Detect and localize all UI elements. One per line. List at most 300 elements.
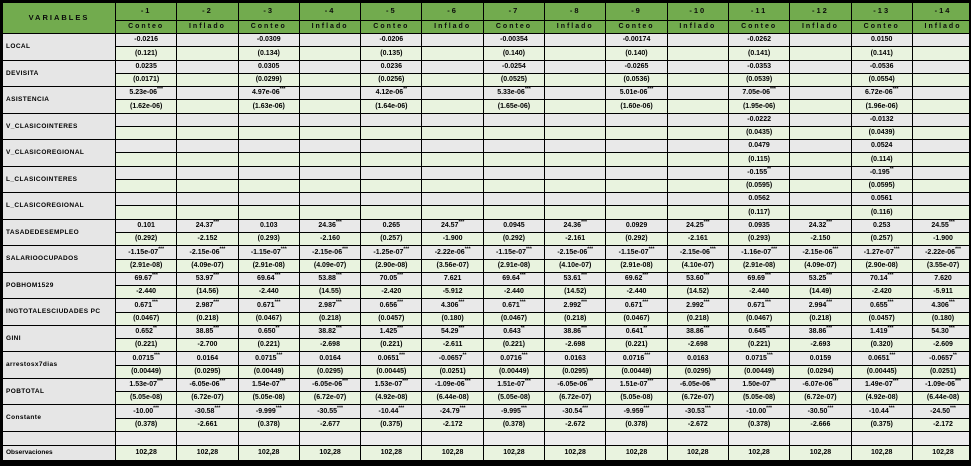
coef-cell <box>483 140 544 153</box>
se-cell: (0.221) <box>606 339 667 352</box>
coef-cell: 6.72e-06*** <box>851 87 912 100</box>
coef-cell: 38.86*** <box>545 325 606 338</box>
se-cell: (0.221) <box>238 339 299 352</box>
coef-cell <box>177 140 238 153</box>
se-cell <box>361 206 422 219</box>
row-label: LOCAL <box>3 34 116 61</box>
se-cell: (4.10e-07) <box>545 259 606 272</box>
se-cell: -1.900 <box>912 232 971 245</box>
coef-cell <box>667 193 728 206</box>
coef-cell: 53.88*** <box>299 272 360 285</box>
coef-cell: 24.25*** <box>667 219 728 232</box>
coef-cell: 0.650** <box>238 325 299 338</box>
row-label: POBHOM1529 <box>3 272 116 299</box>
observations-cell: 102,28 <box>116 446 177 461</box>
table-row <box>3 193 971 206</box>
se-cell <box>422 100 483 113</box>
se-cell: (0.121) <box>116 47 177 60</box>
row-label: Observaciones <box>3 446 116 461</box>
se-cell: -2.672 <box>667 418 728 431</box>
se-cell: (6.72e-07) <box>790 392 851 405</box>
coef-cell: 53.25*** <box>790 272 851 285</box>
coef-cell: 0.0651*** <box>851 352 912 365</box>
empty-cell <box>667 432 728 446</box>
coef-cell: -0.0309 <box>238 34 299 47</box>
column-header: -1 <box>116 3 177 21</box>
coef-cell: 0.0651*** <box>361 352 422 365</box>
se-cell: (4.92e-08) <box>361 392 422 405</box>
se-cell: (2.91e-08) <box>238 259 299 272</box>
se-cell <box>116 206 177 219</box>
table-row <box>3 299 971 312</box>
coef-cell <box>422 34 483 47</box>
table-row <box>3 126 971 139</box>
se-cell <box>912 73 971 86</box>
coef-cell: 0.645** <box>728 325 789 338</box>
observations-cell: 102,28 <box>667 446 728 461</box>
se-cell <box>299 73 360 86</box>
coef-cell: 0.0716*** <box>483 352 544 365</box>
coef-cell <box>177 166 238 179</box>
coef-cell: 2.987*** <box>299 299 360 312</box>
se-cell: (0.115) <box>728 153 789 166</box>
se-cell: (0.140) <box>483 47 544 60</box>
se-cell: (14.52) <box>545 286 606 299</box>
coef-cell: 24.32*** <box>790 219 851 232</box>
coef-cell: 0.0163 <box>545 352 606 365</box>
coef-cell: 0.253 <box>851 219 912 232</box>
se-cell <box>790 153 851 166</box>
coef-cell: 54.30*** <box>912 325 971 338</box>
se-cell: (0.0256) <box>361 73 422 86</box>
coef-cell <box>177 193 238 206</box>
coef-cell: 53.97*** <box>177 272 238 285</box>
coef-cell <box>912 60 971 73</box>
se-cell <box>177 73 238 86</box>
coef-cell: 0.641** <box>606 325 667 338</box>
observations-cell: 102,28 <box>483 446 544 461</box>
coef-cell: 1.50e-07*** <box>728 378 789 391</box>
se-cell <box>299 206 360 219</box>
se-cell: (0.00449) <box>728 365 789 378</box>
se-cell <box>545 47 606 60</box>
se-cell <box>299 100 360 113</box>
row-label: INGTOTALESCIUDADES PC <box>3 299 116 326</box>
coef-cell: 0.0715*** <box>728 352 789 365</box>
coef-cell: -0.00174 <box>606 34 667 47</box>
se-cell: -2.152 <box>177 232 238 245</box>
se-cell <box>177 206 238 219</box>
coef-cell <box>299 140 360 153</box>
se-cell <box>238 126 299 139</box>
observations-cell: 102,28 <box>545 446 606 461</box>
se-cell: (4.09e-07) <box>790 259 851 272</box>
table-row <box>3 153 971 166</box>
se-cell: (0.293) <box>728 232 789 245</box>
subcolumn-header: Inflado <box>790 21 851 34</box>
coef-cell: 0.656*** <box>361 299 422 312</box>
se-cell: (2.91e-08) <box>483 259 544 272</box>
se-cell: (0.00449) <box>238 365 299 378</box>
coef-cell <box>667 166 728 179</box>
row-label: GINI <box>3 325 116 352</box>
coef-cell: -1.09e-06*** <box>912 378 971 391</box>
subcolumn-header: Inflado <box>299 21 360 34</box>
coef-cell: -10.00*** <box>728 405 789 418</box>
se-cell <box>912 47 971 60</box>
coef-cell <box>667 140 728 153</box>
coef-cell <box>606 113 667 126</box>
coef-cell: 0.0524 <box>851 140 912 153</box>
se-cell <box>667 153 728 166</box>
coef-cell: 0.265 <box>361 219 422 232</box>
se-cell: (0.0435) <box>728 126 789 139</box>
coef-cell: 53.60*** <box>667 272 728 285</box>
empty-cell <box>361 432 422 446</box>
coef-cell: 0.0716*** <box>606 352 667 365</box>
se-cell: -2.661 <box>177 418 238 431</box>
subcolumn-header: Conteo <box>116 21 177 34</box>
empty-cell <box>116 432 177 446</box>
coef-cell: 70.05*** <box>361 272 422 285</box>
se-cell: (0.0467) <box>728 312 789 325</box>
coef-cell <box>238 166 299 179</box>
coef-cell <box>238 140 299 153</box>
observations-cell: 102,28 <box>177 446 238 461</box>
table-row <box>3 365 971 378</box>
coef-cell <box>790 87 851 100</box>
coef-cell <box>912 34 971 47</box>
coef-cell <box>606 140 667 153</box>
se-cell: (6.44e-08) <box>422 392 483 405</box>
table-row <box>3 232 971 245</box>
empty-cell <box>545 432 606 446</box>
column-header: -13 <box>851 3 912 21</box>
empty-cell <box>790 432 851 446</box>
coef-cell: -1.09e-06*** <box>422 378 483 391</box>
column-header: -9 <box>606 3 667 21</box>
se-cell <box>667 100 728 113</box>
coef-cell <box>545 60 606 73</box>
se-cell <box>422 153 483 166</box>
se-cell: -2.150 <box>790 232 851 245</box>
se-cell: (0.0439) <box>851 126 912 139</box>
coef-cell: -9.999*** <box>238 405 299 418</box>
se-cell <box>422 73 483 86</box>
table-row <box>3 100 971 113</box>
table-row <box>3 206 971 219</box>
se-cell: (1.62e-06) <box>116 100 177 113</box>
coef-cell: 0.0164 <box>299 352 360 365</box>
se-cell <box>361 153 422 166</box>
coef-cell: -30.58*** <box>177 405 238 418</box>
coef-cell: 0.0305 <box>238 60 299 73</box>
se-cell <box>606 126 667 139</box>
se-cell: (0.116) <box>851 206 912 219</box>
coef-cell: -1.15e-07*** <box>606 246 667 259</box>
coef-cell <box>912 113 971 126</box>
column-header: -5 <box>361 3 422 21</box>
coef-cell: -6.05e-06*** <box>667 378 728 391</box>
column-header: -6 <box>422 3 483 21</box>
coef-cell: 0.655*** <box>851 299 912 312</box>
se-cell: -2.698 <box>667 339 728 352</box>
coef-cell: 69.64*** <box>483 272 544 285</box>
se-cell <box>790 206 851 219</box>
coef-cell <box>790 193 851 206</box>
se-cell: (4.10e-07) <box>667 259 728 272</box>
coef-cell: -0.0262 <box>728 34 789 47</box>
se-cell: (1.65e-06) <box>483 100 544 113</box>
se-cell: -5.911 <box>912 286 971 299</box>
coef-cell: 0.671*** <box>483 299 544 312</box>
coef-cell: -6.05e-06*** <box>545 378 606 391</box>
coef-cell: -6.07e-06*** <box>790 378 851 391</box>
coef-cell: 1.54e-07*** <box>238 378 299 391</box>
se-cell: (0.0457) <box>361 312 422 325</box>
se-cell <box>545 153 606 166</box>
se-cell: -2.161 <box>667 232 728 245</box>
se-cell <box>483 153 544 166</box>
coef-cell <box>606 193 667 206</box>
table-row <box>3 286 971 299</box>
coef-cell <box>790 34 851 47</box>
coef-cell: 0.0561 <box>851 193 912 206</box>
se-cell: (1.96e-06) <box>851 100 912 113</box>
coef-cell <box>238 113 299 126</box>
se-cell <box>116 179 177 192</box>
coef-cell: 5.33e-06*** <box>483 87 544 100</box>
coef-cell <box>790 140 851 153</box>
coef-cell <box>177 113 238 126</box>
row-label: V_CLASICOINTERES <box>3 113 116 140</box>
se-cell <box>912 100 971 113</box>
empty-cell <box>728 432 789 446</box>
coef-cell: -0.0254 <box>483 60 544 73</box>
column-header: -10 <box>667 3 728 21</box>
coef-cell: 0.0235 <box>116 60 177 73</box>
coef-cell <box>606 166 667 179</box>
se-cell: (0.378) <box>606 418 667 431</box>
row-label <box>3 432 116 446</box>
table-row <box>3 259 971 272</box>
coef-cell <box>667 87 728 100</box>
observations-row <box>3 446 971 461</box>
table-row <box>3 219 971 232</box>
coef-cell: -24.50*** <box>912 405 971 418</box>
coef-cell: 0.0164 <box>177 352 238 365</box>
se-cell: (0.134) <box>238 47 299 60</box>
se-cell <box>790 126 851 139</box>
coef-cell: 69.62*** <box>606 272 667 285</box>
se-cell <box>483 179 544 192</box>
se-cell <box>177 47 238 60</box>
coef-cell: 0.0935 <box>728 219 789 232</box>
se-cell: (0.221) <box>483 339 544 352</box>
se-cell: (6.72e-07) <box>299 392 360 405</box>
se-cell: (6.72e-07) <box>177 392 238 405</box>
coef-cell <box>483 166 544 179</box>
se-cell: (0.0539) <box>728 73 789 86</box>
se-cell: (0.0554) <box>851 73 912 86</box>
column-header: -14 <box>912 3 971 21</box>
se-cell: -2.440 <box>483 286 544 299</box>
table-row <box>3 87 971 100</box>
se-cell: -2.693 <box>790 339 851 352</box>
se-cell: -2.172 <box>912 418 971 431</box>
se-cell: (14.49) <box>790 286 851 299</box>
se-cell <box>483 126 544 139</box>
se-cell <box>545 206 606 219</box>
coef-cell: -10.44*** <box>361 405 422 418</box>
coef-cell: -1.15e-07*** <box>238 246 299 259</box>
se-cell: -2.420 <box>851 286 912 299</box>
coef-cell: -2.22e-06*** <box>912 246 971 259</box>
coef-cell <box>667 60 728 73</box>
se-cell <box>790 179 851 192</box>
coef-cell: 24.36*** <box>545 219 606 232</box>
table-row <box>3 60 971 73</box>
se-cell: (0.378) <box>728 418 789 431</box>
coef-cell <box>483 193 544 206</box>
coef-cell: 38.86*** <box>790 325 851 338</box>
coef-cell: 0.0163 <box>667 352 728 365</box>
coef-cell: 1.51e-07*** <box>483 378 544 391</box>
se-cell: (0.180) <box>422 312 483 325</box>
se-cell: (0.0251) <box>422 365 483 378</box>
se-cell <box>177 179 238 192</box>
coef-cell: 1.51e-07*** <box>606 378 667 391</box>
table-body <box>3 34 971 461</box>
coef-cell: -2.15e-06*** <box>790 246 851 259</box>
coef-cell: 38.82*** <box>299 325 360 338</box>
table-row <box>3 352 971 365</box>
observations-cell: 102,28 <box>422 446 483 461</box>
coef-cell: -30.53*** <box>667 405 728 418</box>
coef-cell <box>299 166 360 179</box>
se-cell: (0.375) <box>361 418 422 431</box>
table-row <box>3 34 971 47</box>
se-cell <box>606 206 667 219</box>
coef-cell: 4.306*** <box>422 299 483 312</box>
se-cell: (0.218) <box>545 312 606 325</box>
coef-cell <box>545 166 606 179</box>
se-cell <box>545 179 606 192</box>
coef-cell: -1.15e-07*** <box>483 246 544 259</box>
coef-cell: -30.50*** <box>790 405 851 418</box>
observations-cell: 102,28 <box>361 446 422 461</box>
coef-cell <box>177 60 238 73</box>
coef-cell: -6.05e-06*** <box>177 378 238 391</box>
corner-header: VARIABLES <box>3 3 116 34</box>
se-cell: (14.56) <box>177 286 238 299</box>
empty-cell <box>238 432 299 446</box>
se-cell <box>545 73 606 86</box>
coef-cell: 0.101 <box>116 219 177 232</box>
se-cell: (0.292) <box>606 232 667 245</box>
se-cell: (0.292) <box>483 232 544 245</box>
se-cell: (0.180) <box>912 312 971 325</box>
se-cell: (0.0467) <box>238 312 299 325</box>
coef-cell: -1.27e-07*** <box>851 246 912 259</box>
coef-cell: -0.0536 <box>851 60 912 73</box>
coef-cell: -30.54*** <box>545 405 606 418</box>
se-cell: (0.292) <box>116 232 177 245</box>
se-cell: -2.672 <box>545 418 606 431</box>
coef-cell <box>361 140 422 153</box>
coef-cell <box>116 166 177 179</box>
column-header: -4 <box>299 3 360 21</box>
coef-cell: 0.0159 <box>790 352 851 365</box>
coef-cell: 38.86*** <box>667 325 728 338</box>
coef-cell: 0.0929 <box>606 219 667 232</box>
row-label: arrestosx7dias <box>3 352 116 379</box>
se-cell: (0.0525) <box>483 73 544 86</box>
se-cell <box>116 126 177 139</box>
column-header: -3 <box>238 3 299 21</box>
empty-cell <box>483 432 544 446</box>
coef-cell <box>790 60 851 73</box>
se-cell: (14.55) <box>299 286 360 299</box>
coef-cell: 53.61*** <box>545 272 606 285</box>
coef-cell <box>422 166 483 179</box>
coef-cell: 0.0715*** <box>238 352 299 365</box>
coef-cell: -10.00*** <box>116 405 177 418</box>
coef-cell: 24.55*** <box>912 219 971 232</box>
coef-cell: 0.0479 <box>728 140 789 153</box>
row-label: L_CLASICOREGIONAL <box>3 193 116 220</box>
regression-table <box>2 2 971 461</box>
se-cell <box>667 73 728 86</box>
coef-cell <box>177 34 238 47</box>
subcolumn-header: Conteo <box>361 21 422 34</box>
se-cell: (2.91e-08) <box>116 259 177 272</box>
coef-cell <box>361 113 422 126</box>
se-cell: (0.0467) <box>483 312 544 325</box>
row-label: SALARIOOCUPADOS <box>3 246 116 273</box>
se-cell: (6.72e-07) <box>667 392 728 405</box>
table-row <box>3 392 971 405</box>
coef-cell <box>177 87 238 100</box>
table-row <box>3 312 971 325</box>
se-cell <box>667 179 728 192</box>
se-cell: (0.135) <box>361 47 422 60</box>
subcolumn-header: Conteo <box>728 21 789 34</box>
table-row <box>3 405 971 418</box>
se-cell: -5.912 <box>422 286 483 299</box>
table-row <box>3 179 971 192</box>
coef-cell: -0.0657** <box>912 352 971 365</box>
coef-cell: -1.16e-07*** <box>728 246 789 259</box>
se-cell: (0.0294) <box>790 365 851 378</box>
coef-cell: 0.0236 <box>361 60 422 73</box>
se-cell: (0.378) <box>483 418 544 431</box>
coef-cell <box>912 193 971 206</box>
se-cell: (0.221) <box>728 339 789 352</box>
se-cell: (0.0295) <box>667 365 728 378</box>
coef-cell: -10.44*** <box>851 405 912 418</box>
se-cell <box>606 153 667 166</box>
se-cell: -2.440 <box>606 286 667 299</box>
coef-cell <box>116 113 177 126</box>
subcolumn-header: Inflado <box>667 21 728 34</box>
se-cell <box>912 179 971 192</box>
se-cell: (0.00449) <box>116 365 177 378</box>
coef-cell: 0.0562 <box>728 193 789 206</box>
coef-cell: -2.15e-06*** <box>177 246 238 259</box>
observations-cell: 102,28 <box>728 446 789 461</box>
se-cell <box>790 100 851 113</box>
